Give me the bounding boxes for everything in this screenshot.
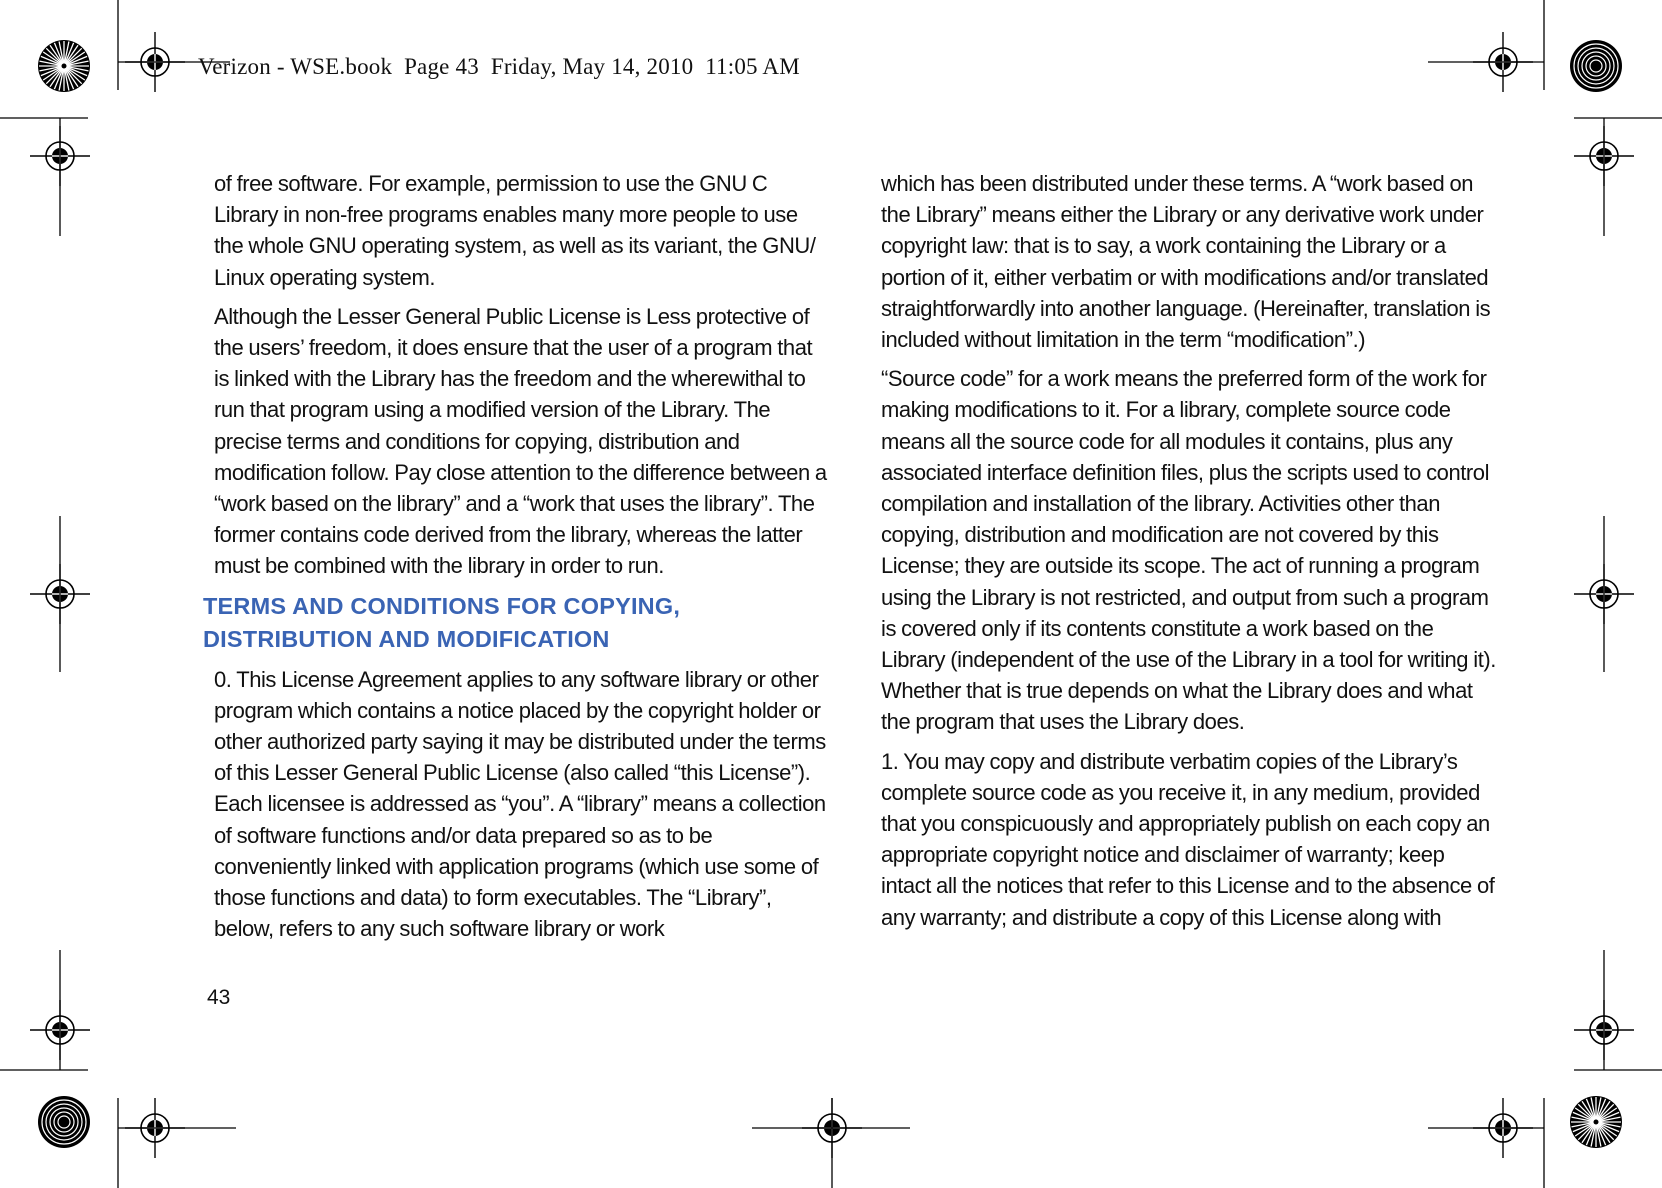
section-heading: TERMS AND CONDITIONS FOR COPYING, DISTRIBUTION AND MODIFICATION xyxy=(203,592,681,652)
paragraph: which has been distributed under these terms. A “work based on the Library” means either the Library or any derivative work under copyright law: that is to say, a work containing the Library or a portion of it, either verbatim or with modifications and/or translated straightforwardly into another language. (Hereinafter, translation is included without limitation in the term “modification”.) xyxy=(881,171,1491,353)
paragraph: Although the Lesser General Public License is Less protective of the users’ freedom, it does ensure that the user of a program that is linked with the Library has the freedom and the wherewithal to run that program using a modified version of the Library. The precise terms and conditions for copying, distribution and modification follow. Pay close attention to the difference between a “work based on the library” and a “work that uses the library”. The former contains code derived from the library, whereas the latter must be combined with the library in order to run. xyxy=(214,303,827,579)
paragraph: “Source code” for a work means the preferred form of the work for making modifications to it. For a library, complete source code means all the source code for all modules it contains, plus any associated interface definition files, plus the scripts used to control compilation and installation of the library. Activities other than copying, distribution and modification are not covered by this License; they are outside its scope. The act of running a program using the Library is not restricted, and output from such a program is covered only if its contents constitute a work based on the Library (independent of the use of the Library in a tool for writing it). Whether that is true depends on what the Library does and what the program that uses the Library does. xyxy=(881,366,1496,735)
page-number: 43 xyxy=(207,986,231,1009)
print-slug: Verizon - WSE.book Page 43 Friday, May 14, 2010 11:05 AM xyxy=(198,54,800,79)
left-column xyxy=(203,168,829,952)
paragraph: 1. You may copy and distribute verbatim copies of the Library’s complete source code as you receive it, in any medium, provided that you conspicuously and appropriately publish on each copy an appropriate copyright notice and disclaimer of warranty; keep intact all the notices that refer to this License and to the absence of any warranty; and distribute a copy of this License along with xyxy=(881,748,1495,930)
paragraph: 0. This License Agreement applies to any software library or other program which contains a notice placed by the copyright holder or other authorized party saying it may be distributed under the terms of this Lesser General Public License (also called “this License”). Each licensee is addressed as “you”. A “library” means a collection of software functions and/or data prepared so as to be conveniently linked with application programs (which use some of those functions and data) to form executables. The “Library”, below, refers to any such software library or work xyxy=(214,666,826,942)
right-column xyxy=(881,168,1496,941)
paragraph: of free software. For example, permission to use the GNU C Library in non-free programs enables many more people to use the whole GNU operating system, as well as its variant, the GNU/ Linux operating system. xyxy=(214,171,816,290)
